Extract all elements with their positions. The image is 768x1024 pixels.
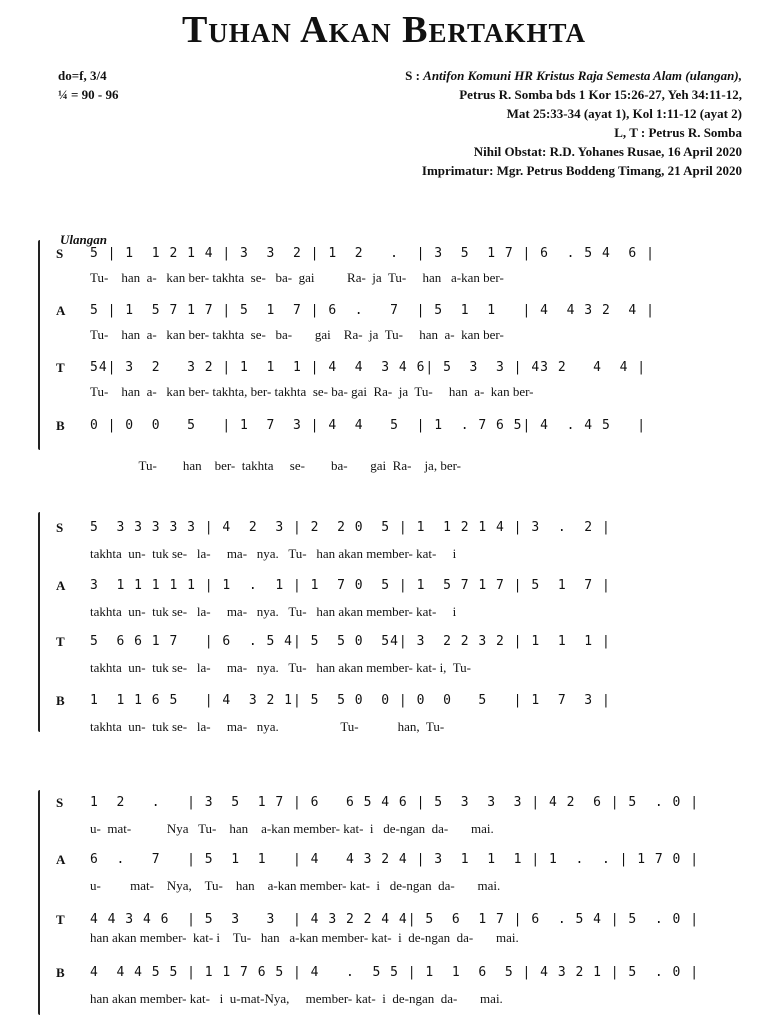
staff-alto bbox=[0, 852, 768, 898]
notes: 54| 3 2 3 2 | 1 1 1 | 4 4 3 4 6| 5 3 3 | 43 2 4 4 | bbox=[90, 360, 647, 375]
voice-label: B bbox=[56, 693, 65, 708]
notes: 5 6 6 1 7 | 6 . 5 4| 5 5 0 54| 3 2 2 3 2 | 1 1 1 | bbox=[90, 634, 611, 649]
voice-label: A bbox=[56, 852, 66, 867]
notes: 6 . 7 | 5 1 1 | 4 4 3 2 4 | 3 1 1 1 | 1 . . | 1 7 0 | bbox=[90, 852, 700, 867]
notes: 4 4 3 4 6 | 5 3 3 | 4 3 2 2 4 4| 5 6 1 7 | 6 . 5 4 | 5 . 0 | bbox=[90, 912, 700, 927]
staff-soprano bbox=[0, 795, 768, 841]
voice-label: B bbox=[56, 418, 65, 433]
lyrics: takhta un- tuk se- la- ma- nya. Tu- han akan member- kat- i, Tu- bbox=[90, 660, 472, 675]
staff-soprano bbox=[0, 520, 768, 566]
source-info bbox=[282, 66, 742, 180]
credits-line: L, T : Petrus R. Somba bbox=[614, 125, 742, 140]
notes: 4 4 4 5 5 | 1 1 7 6 5 | 4 . 5 5 | 1 1 6 5 | 4 3 2 1 | 5 . 0 | bbox=[90, 965, 700, 980]
notes: 3 1 1 1 1 1 | 1 . 1 | 1 7 0 5 | 1 5 7 1 7 | 5 1 7 | bbox=[90, 578, 611, 593]
notes: 1 2 . | 3 5 1 7 | 6 6 5 4 6 | 5 3 3 3 | 4 2 6 | 5 . 0 | bbox=[90, 795, 700, 810]
staff-alto bbox=[0, 303, 768, 349]
staff-bass bbox=[0, 418, 768, 473]
staff-bass bbox=[0, 965, 768, 1011]
lyrics: Tu- han ber- takhta se- ba- gai Ra- ja, ber- bbox=[90, 458, 461, 473]
key-signature: do=f, 3/4 bbox=[58, 68, 107, 83]
lyrics: Tu- han a- kan ber- takhta, ber- takhta se- ba- gai Ra- ja Tu- han a- kan ber- bbox=[90, 384, 534, 399]
voice-label: A bbox=[56, 578, 66, 593]
notes: 5 | 1 5 7 1 7 | 5 1 7 | 6 . 7 | 5 1 1 | 4 4 3 2 4 | bbox=[90, 303, 655, 318]
lyrics: takhta un- tuk se- la- ma- nya. Tu- han akan member- kat- i bbox=[90, 546, 457, 561]
staff-tenor bbox=[0, 360, 768, 406]
notes: 0 | 0 0 5 | 1 7 3 | 4 4 5 | 1 . 7 6 5| 4 . 4 5 | bbox=[90, 418, 647, 433]
lyrics: han akan member- kat- i u-mat-Nya, member- kat- i de-ngan da- mai. bbox=[90, 991, 503, 1006]
notes: 1 1 1 6 5 | 4 3 2 1| 5 5 0 0 | 0 0 5 | 1 7 3 | bbox=[90, 693, 611, 708]
voice-label: T bbox=[56, 912, 65, 927]
staff-tenor bbox=[0, 634, 768, 680]
lyrics: han akan member- kat- i Tu- han a-kan member- kat- i de-ngan da- mai. bbox=[90, 930, 519, 945]
staff-alto bbox=[0, 578, 768, 624]
lyrics: u- mat- Nya Tu- han a-kan member- kat- i de-ngan da- mai. bbox=[90, 821, 494, 836]
voice-label: T bbox=[56, 634, 65, 649]
notes: 5 3 3 3 3 3 | 4 2 3 | 2 2 0 5 | 1 1 2 1 4 | 3 . 2 | bbox=[90, 520, 611, 535]
voice-label: A bbox=[56, 303, 66, 318]
source-line-2: Petrus R. Somba bds 1 Kor 15:26-27, Yeh 34:11-12, bbox=[459, 87, 742, 102]
voice-label: S bbox=[56, 246, 64, 261]
lyrics: u- mat- Nya, Tu- han a-kan member- kat- i de-ngan da- mai. bbox=[90, 878, 501, 893]
staff-tenor bbox=[0, 912, 768, 958]
nihil-obstat-line: Nihil Obstat: R.D. Yohanes Rusae, 16 April 2020 bbox=[473, 144, 742, 159]
tempo-info bbox=[58, 66, 119, 104]
tempo: ¼ = 90 - 96 bbox=[58, 87, 119, 102]
voice-label: B bbox=[56, 965, 65, 980]
source-line-3: Mat 25:33-34 (ayat 1), Kol 1:11-12 (ayat 2) bbox=[506, 106, 742, 121]
lyrics: takhta un- tuk se- la- ma- nya. Tu- han akan member- kat- i bbox=[90, 604, 457, 619]
imprimatur-line: Imprimatur: Mgr. Petrus Boddeng Timang, 21 April 2020 bbox=[421, 163, 742, 178]
source-line-1: S : Antifon Komuni HR Kristus Raja Semesta Alam (ulangan), bbox=[405, 68, 742, 83]
lyrics: Tu- han a- kan ber- takhta se- ba- gai Ra- ja Tu- han a- kan ber- bbox=[90, 327, 504, 342]
voice-label: S bbox=[56, 795, 64, 810]
staff-bass bbox=[0, 693, 768, 739]
lyrics: takhta un- tuk se- la- ma- nya. Tu- han, Tu- bbox=[90, 719, 445, 734]
lyrics: Tu- han a- kan ber- takhta se- ba- gai Ra- ja Tu- han a-kan ber- bbox=[90, 270, 504, 285]
refrain-label: Ulangan bbox=[60, 232, 107, 247]
notes: 5 | 1 1 2 1 4 | 3 3 2 | 1 2 . | 3 5 1 7 | 6 . 5 4 6 | bbox=[90, 246, 655, 261]
voice-label: S bbox=[56, 520, 64, 535]
voice-label: T bbox=[56, 360, 65, 375]
staff-soprano bbox=[0, 246, 768, 292]
page-title: Tuhan Akan Bertakhta bbox=[181, 9, 587, 51]
